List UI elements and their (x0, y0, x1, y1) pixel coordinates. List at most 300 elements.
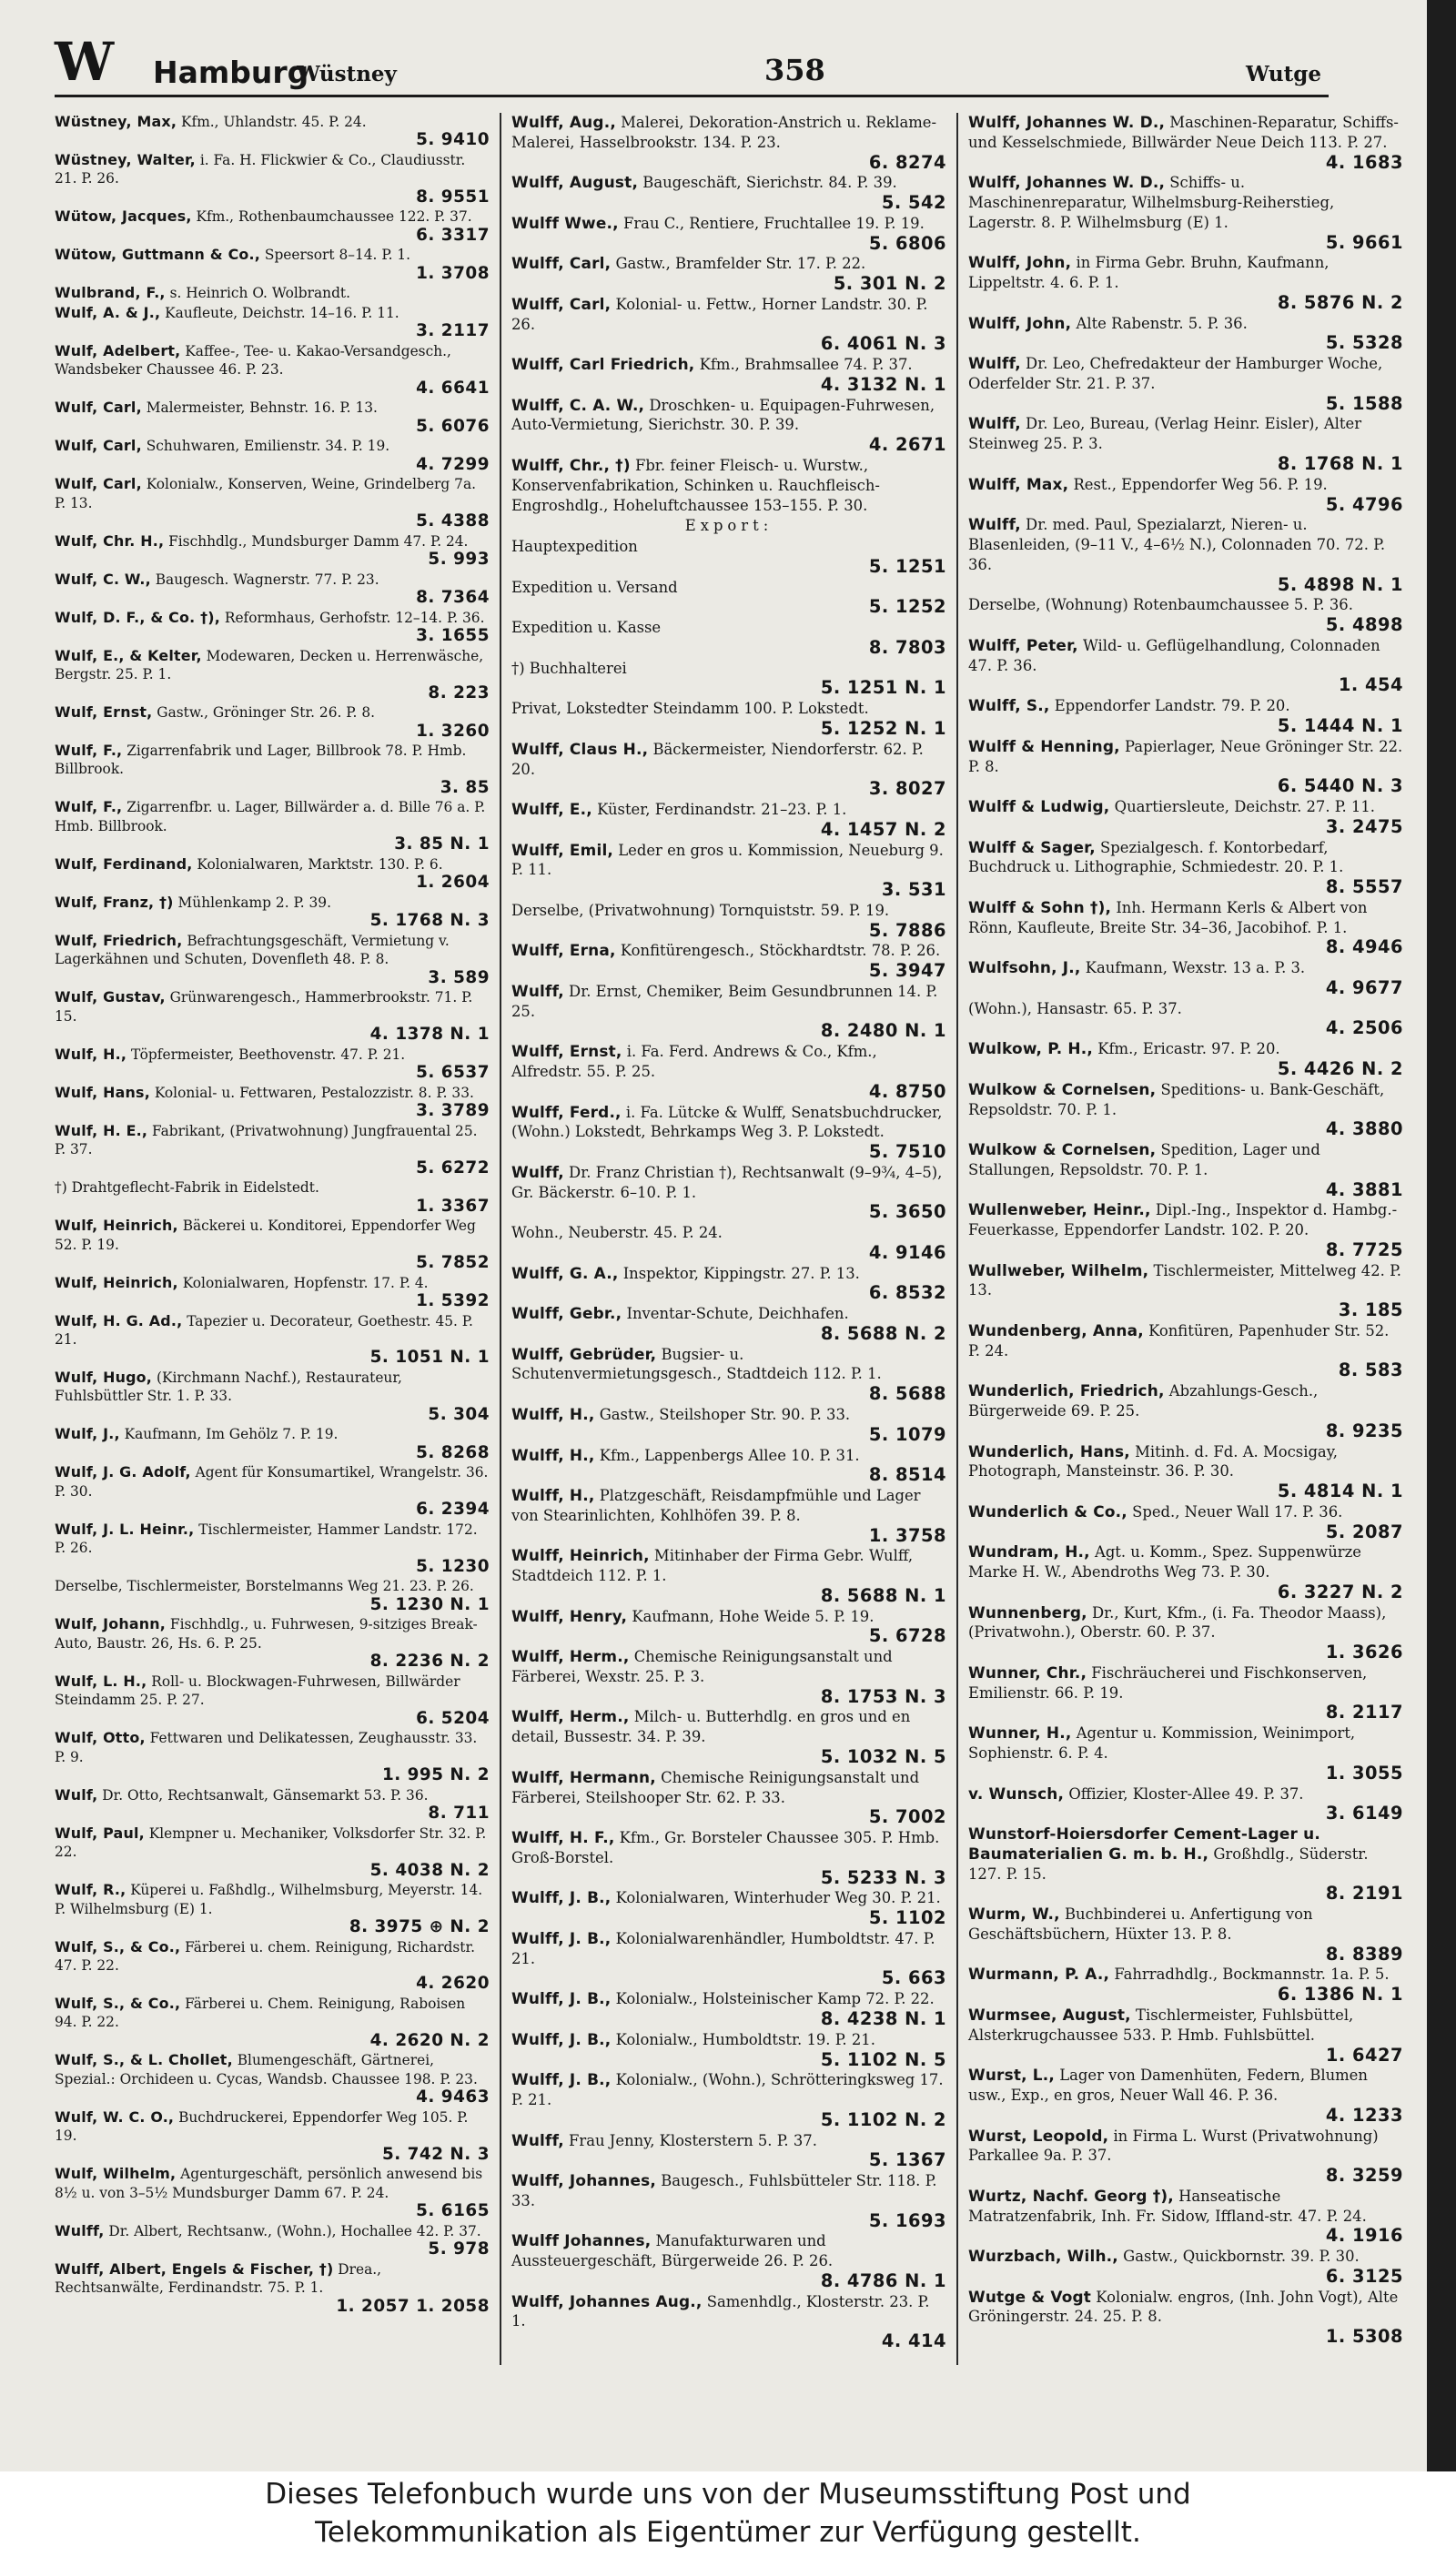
entry-text (968, 1542, 1403, 1582)
entry-details: Kolonialw., Humboldtstr. 19. P. 21. (611, 2030, 875, 2048)
entry-details: Droschken- u. Equipagen-Fuhrwesen, Auto-Vermietung, Sierichstr. 30. P. 39. (511, 396, 935, 434)
entry-details: Speditions- u. Bank-Geschäft, Repsoldstr. 70. P. 1. (968, 1080, 1385, 1118)
entry-details: Dr. Albert, Rechtsanw., (Wohn.), Hochallee 42. P. 37. (104, 2222, 481, 2239)
phone-number: 3. 185 (1338, 1299, 1403, 1321)
entry-details: Kolonialwarenhändler, Humboldtstr. 47. P. 21. (511, 1929, 935, 1967)
phone-number: 5. 4898 (1325, 614, 1403, 636)
entry-name: Wulf, Heinrich, (55, 1217, 178, 1235)
directory-entry (968, 253, 1403, 312)
entry-name: Wütow, Jacques, (55, 207, 192, 226)
phone-number: 5. 5328 (1325, 332, 1403, 354)
entry-name: Wulff, (511, 2130, 564, 2149)
directory-entry (511, 1707, 946, 1766)
entry-text (55, 932, 490, 969)
entry-name: Wulff, J. B., (511, 2070, 612, 2089)
entry-text (511, 2030, 946, 2050)
entry-text (511, 740, 946, 780)
entry-details: Rest., Eppendorfer Weg 56. P. 19. (1068, 475, 1328, 493)
phone-number: 3. 85 (440, 777, 490, 797)
entry-details: Fischräucherei und Fischkonserven, Emilienstr. 66. P. 19. (968, 1663, 1368, 1702)
entry-name: Wulff, Claus H., (511, 739, 649, 758)
entry-details: Agent für Konsumartikel, Wrangelstr. 36. P. 30. (55, 1464, 489, 1500)
entry-name: Wulff, (511, 981, 564, 1000)
entry-text (511, 355, 946, 375)
directory-entry (511, 355, 946, 395)
entry-text (55, 1178, 490, 1197)
entry-name: Wulff, J. B., (511, 1928, 612, 1947)
entry-details: in Firma L. Wurst (Privatwohnung) Parkallee 9a. P. 37. (968, 2127, 1379, 2165)
entry-text (511, 1223, 946, 1243)
phone-number: 8. 9235 (1325, 1420, 1403, 1441)
entry-details: Expedition u. Kasse (511, 619, 662, 637)
entry-details: Kfm., Ericastr. 97. P. 20. (1093, 1040, 1280, 1058)
entry-name: Wulff, E., (511, 800, 592, 819)
entry-details: Tapezier u. Decorateur, Goethestr. 45. P. 21. (55, 1312, 473, 1348)
entry-name: Wullweber, Wilhelm, (968, 1260, 1149, 1279)
phone-number: 8. 2117 (1325, 1702, 1403, 1723)
directory-entry (968, 1442, 1403, 1501)
directory-entry (511, 841, 946, 900)
phone-number: 5. 1444 N. 1 (1277, 714, 1403, 736)
directory-entry (511, 2070, 946, 2129)
entry-details: Samenhdlg., Klosterstr. 23. P. 1. (511, 2292, 930, 2330)
phone-number: 5. 7002 (868, 1806, 946, 1828)
entry-details: Zigarrenfbr. u. Lager, Billwärder a. d. Bille 76 a. P. Hmb. Billbrook. (55, 799, 486, 834)
entry-details: Kolonialwaren, Hopfenstr. 17. P. 4. (177, 1274, 429, 1291)
phone-number: 5. 1102 (868, 1907, 946, 1929)
directory-entry (55, 798, 490, 854)
phone-number: 3. 2475 (1325, 815, 1403, 837)
entry-name: Wulf, H. E., (55, 1121, 148, 1139)
phone-number: 5. 6272 (416, 1157, 490, 1177)
entry-text (968, 999, 1403, 1019)
entry-name: Wulf, A. & J., (55, 303, 161, 321)
entry-name: Wulf, Otto, (55, 1729, 146, 1747)
entry-details: Sped., Neuer Wall 17. P. 36. (1127, 1502, 1343, 1521)
entry-name: Wulf, Franz, †) (55, 893, 174, 911)
phone-number: 1. 5308 (1325, 2326, 1403, 2348)
entry-name: Wulf, S., & Co., (55, 1937, 181, 1956)
directory-entry (511, 699, 946, 739)
entry-name: v. Wunsch, (968, 1784, 1065, 1803)
directory-entry (511, 214, 946, 254)
entry-details: Kolonialw., (Wohn.), Schrötteringksweg 17. P. 21. (511, 2071, 944, 2109)
entry-text (511, 2171, 946, 2211)
directory-entry (511, 982, 946, 1041)
directory-entry (511, 396, 946, 455)
entry-name: Wulff, Johannes W. D., (968, 113, 1166, 131)
phone-number: 4. 1233 (1325, 2104, 1403, 2126)
entry-text (511, 1989, 946, 2009)
directory-entry (55, 1521, 490, 1576)
directory-entry (968, 515, 1403, 594)
entry-text (511, 982, 946, 1022)
phone-number: 1. 5392 (416, 1291, 490, 1311)
entry-details: Schiffs- u. Maschinenreparatur, Wilhelmsburg-Reiherstieg, Lagerstr. 8. P. Wilhelmsburg (E) 1. (968, 174, 1335, 231)
entry-details: Spedition, Lager und Stallungen, Repsoldstr. 70. P. 1. (968, 1141, 1320, 1178)
entry-text (55, 113, 490, 131)
entry-text (55, 1425, 490, 1443)
entry-text (511, 2292, 946, 2332)
entry-name: Wulkow & Cornelsen, (968, 1140, 1157, 1159)
entry-text (968, 253, 1403, 293)
column-1 (55, 113, 490, 2317)
entry-details: Dr. Ernst, Chemiker, Beim Gesundbrunnen 14. P. 25. (511, 982, 938, 1020)
entry-text (55, 2260, 490, 2298)
entry-name: Wulkow & Cornelsen, (968, 1079, 1157, 1098)
directory-entry (968, 1965, 1403, 2005)
directory-entry (55, 742, 490, 797)
entry-details: Großhdlg., Süderstr. 127. P. 15. (968, 1844, 1369, 1883)
entry-name: Wurmann, P. A., (968, 1965, 1110, 1984)
directory-entry (55, 1881, 490, 1936)
entry-text (55, 1521, 490, 1558)
entry-text (511, 659, 946, 679)
phone-number: 4. 2620 N. 2 (369, 2030, 490, 2050)
phone-number: 8. 711 (428, 1804, 490, 1824)
directory-entry (511, 516, 946, 536)
entry-name: Wulf, Friedrich, (55, 931, 183, 949)
entry-name: Wulff, Johannes, (511, 2171, 657, 2190)
entry-name: Wulf, Carl, (55, 399, 142, 417)
entry-details: Manufakturwaren und Aussteuergeschäft, Bürgerweide 26. P. 26. (511, 2232, 834, 2270)
entry-name: Wulf, Adelbert, (55, 341, 181, 359)
entry-name: Wulff, Emil, (511, 840, 614, 859)
entry-text (55, 609, 490, 627)
entry-name: Wulff, (55, 2221, 105, 2239)
entry-name: Wulf, S., & L. Chollet, (55, 2051, 233, 2069)
phone-number: 5. 4796 (1325, 493, 1403, 515)
entry-name: Wulf, D. F., & Co. †), (55, 608, 220, 626)
directory-entry (55, 2165, 490, 2220)
entry-details: Wohn., Neuberstr. 45. P. 24. (511, 1224, 723, 1242)
entry-details: Färberei u. chem. Reinigung, Richardstr. 47. P. 22. (55, 1938, 476, 1974)
directory-entry (511, 1486, 946, 1545)
entry-name: Wunstorf-Hoiersdorfer Cement-Lager u. Baumaterialien G. m. b. H., (968, 1824, 1320, 1863)
entry-text (55, 284, 490, 302)
directory-entry (968, 414, 1403, 473)
phone-number: 4. 2620 (416, 1974, 490, 1994)
entry-details: Gastw., Quickbornstr. 39. P. 30. (1117, 2248, 1360, 2266)
phone-number: 5. 1252 N. 1 (820, 717, 946, 739)
phone-number: 4. 3132 N. 1 (820, 373, 946, 395)
phone-number: 1. 6427 (1325, 2044, 1403, 2066)
directory-entry (55, 1463, 490, 1519)
phone-number: 8. 2480 N. 1 (820, 1020, 946, 1042)
entry-details: Mitinhaber der Firma Gebr. Wulff, Stadtdeich 112. P. 1. (511, 1547, 914, 1585)
entry-details: Kaufmann, Wexstr. 13 a. P. 3. (1080, 959, 1306, 977)
entry-text (968, 1140, 1403, 1180)
entry-text (968, 595, 1403, 615)
entry-details: Mühlenkamp 2. P. 39. (173, 894, 331, 911)
phone-number: 5. 7510 (868, 1141, 946, 1163)
entry-details: Konfitüren, Papenhuder Str. 52. P. 24. (968, 1321, 1390, 1359)
phone-number: 5. 993 (428, 550, 490, 570)
phone-number: 4. 8750 (868, 1080, 946, 1102)
entry-text (511, 396, 946, 436)
directory-entry (511, 1446, 946, 1486)
entry-name: Wulff, Ernst, (511, 1042, 622, 1061)
entry-text (968, 1502, 1403, 1522)
entry-details: Malermeister, Behnstr. 16. P. 13. (141, 399, 378, 417)
entry-details: Papierlager, Neue Gröninger Str. 22. P. 8. (968, 737, 1403, 775)
directory-entry (968, 1321, 1403, 1380)
entry-details: Reformhaus, Gerhofstr. 12–14. P. 36. (219, 609, 485, 626)
entry-text (55, 2051, 490, 2088)
entry-details: Dr. Leo, Bureau, (Verlag Heinr. Eisler), Alter Steinweg 25. P. 3. (968, 415, 1362, 453)
entry-text (55, 1217, 490, 1254)
phone-number: 8. 7364 (416, 588, 490, 608)
phone-number: 8. 5688 N. 1 (820, 1584, 946, 1606)
directory-entry (55, 113, 490, 150)
directory-entry (968, 737, 1403, 796)
entry-text (55, 1274, 490, 1292)
entry-details: in Firma Gebr. Bruhn, Kaufmann, Lippeltstr. 4. 6. P. 1. (968, 254, 1330, 292)
phone-number: 8. 2236 N. 2 (369, 1652, 490, 1672)
directory-entry (55, 437, 490, 474)
entry-name: Wulf, S., & Co., (55, 1994, 181, 2012)
entry-details: Quartiersleute, Deichstr. 27. P. 11. (1109, 798, 1375, 816)
entry-text (968, 1663, 1403, 1703)
entry-text (511, 1768, 946, 1808)
entry-name: Wulff & Sohn †), (968, 897, 1112, 916)
entry-details: Fischhdlg., Mundsburger Damm 47. P. 24. (164, 532, 469, 550)
directory-entry (511, 2231, 946, 2290)
city-name: Hamburg (153, 55, 309, 90)
phone-number: 8. 2191 (1325, 1883, 1403, 1905)
phone-number: 5. 2087 (1325, 1521, 1403, 1542)
entry-details: Grünwarengesch., Hammerbrookstr. 71. P. 15. (55, 989, 473, 1025)
phone-number: 4. 3880 (1325, 1118, 1403, 1140)
phone-number: 8. 8514 (868, 1464, 946, 1486)
directory-entry (55, 1046, 490, 1083)
column-3 (968, 113, 1403, 2348)
phone-number: 1. 454 (1338, 674, 1403, 696)
entry-text (968, 475, 1403, 495)
entry-details: Tischlermeister, Fuhlsbüttel, Alsterkrugchaussee 533. P. Hmb. Fuhlsbüttel. (968, 2006, 1354, 2044)
directory-entry (511, 740, 946, 799)
entry-details: Roll- u. Blockwagen-Fuhrwesen, Billwärder Steindamm 25. P. 27. (55, 1673, 460, 1709)
entry-details: Kaufmann, Hohe Weide 5. P. 19. (627, 1607, 875, 1625)
entry-name: Wulff Wwe., (511, 213, 619, 232)
directory-entry (55, 284, 490, 302)
entry-text (968, 1723, 1403, 1764)
entry-details: Chemische Reinigungsanstalt und Färberei, Steilshooper Str. 62. P. 33. (511, 1768, 920, 1806)
footer-line-1: Dieses Telefonbuch wurde uns von der Museumsstiftung Post und (265, 2478, 1191, 2511)
directory-entry (968, 898, 1403, 957)
directory-entry (55, 2260, 490, 2316)
entry-details: Privat, Lokstedter Steindamm 100. P. Lokstedt. (511, 700, 869, 718)
entry-text (511, 1929, 946, 1969)
directory-entry (511, 254, 946, 294)
directory-entry (55, 1938, 490, 1994)
entry-text (511, 1828, 946, 1868)
entry-text (968, 636, 1403, 676)
entry-text (511, 1042, 946, 1082)
phone-number: 4. 1916 (1325, 2225, 1403, 2247)
entry-text (511, 537, 946, 557)
directory-entry (55, 2108, 490, 2164)
entry-details: Spezialgesch. f. Kontorbedarf, Buchdruck u. Lithographie, Schmiedestr. 20. P. 1. (968, 838, 1344, 876)
directory-entry (55, 342, 490, 398)
entry-text (511, 1345, 946, 1385)
entry-name: Wulff, John, (968, 313, 1072, 332)
entry-text (968, 1200, 1403, 1240)
entry-text (55, 798, 490, 835)
directory-entry (968, 2187, 1403, 2246)
phone-number: 1. 3367 (416, 1196, 490, 1216)
entry-name: Wulff, J. B., (511, 1989, 612, 2008)
entry-details: Inspektor, Kippingstr. 27. P. 13. (618, 1264, 860, 1282)
phone-number: 8. 5557 (1325, 876, 1403, 898)
phone-number: 5. 1367 (868, 2149, 946, 2171)
directory-entry (55, 609, 490, 646)
entry-details: Milch- u. Butterhdlg. en gros und en detail, Bussestr. 34. P. 39. (511, 1708, 911, 1746)
phone-number: 6. 3227 N. 2 (1277, 1581, 1403, 1602)
phone-number: 5. 1079 (868, 1423, 946, 1445)
directory-entry (968, 958, 1403, 998)
directory-entry (968, 475, 1403, 515)
phone-number: 4. 1683 (1325, 151, 1403, 173)
phone-number: 5. 4898 N. 1 (1277, 573, 1403, 595)
entry-text (968, 2127, 1403, 2167)
entry-details: Tischlermeister, Mittelweg 42. P. 13. (968, 1261, 1401, 1299)
phone-number: 5. 7886 (868, 919, 946, 941)
section-letter: W (55, 31, 113, 93)
phone-number: 4. 6641 (416, 378, 490, 398)
entry-details: Bugsier- u. Schutenvermietungsgesch., Stadtdeich 112. P. 1. (511, 1345, 882, 1383)
entry-name: Wulff, Henry, (511, 1606, 628, 1625)
directory-entry (968, 1039, 1403, 1079)
entry-details: (Kirchmann Nachf.), Restaurateur, Fuhlsbüttler Str. 1. P. 33. (55, 1369, 402, 1405)
entry-name: Wurm, W., (968, 1905, 1060, 1924)
directory-entry (511, 1607, 946, 1647)
entry-text (968, 2066, 1403, 2106)
phone-number: 5. 1051 N. 1 (369, 1348, 490, 1368)
phone-number: 8. 583 (1338, 1359, 1403, 1381)
entry-text (511, 1647, 946, 1687)
entry-text (511, 941, 946, 961)
directory-entry (968, 1663, 1403, 1723)
entry-name: Wulff, (968, 515, 1021, 534)
footer-notice (0, 2471, 1456, 2557)
entry-details: Baugesch. Wagnerstr. 77. P. 23. (150, 571, 379, 588)
entry-details: i. Fa. Ferd. Andrews & Co., Kfm., Alfredstr. 55. P. 25. (511, 1043, 877, 1080)
phone-number: 4. 2671 (868, 434, 946, 456)
entry-text (55, 151, 490, 188)
entry-name: Wulff, J. B., (511, 2029, 612, 2048)
entry-name: Wulf, E., & Kelter, (55, 646, 202, 664)
entry-name: Wulff, Erna, (511, 941, 616, 960)
directory-entry (968, 1140, 1403, 1199)
page-number: 358 (764, 53, 825, 87)
entry-text (55, 1615, 490, 1652)
phone-number: 5. 1251 N. 1 (820, 677, 946, 699)
phone-number: 1. 995 N. 2 (381, 1765, 490, 1785)
entry-name: Wulf, Heinrich, (55, 1273, 178, 1291)
phone-number: 5. 6806 (868, 232, 946, 254)
entry-name: Wulf, F., (55, 798, 123, 816)
phone-number: 5. 4038 N. 2 (369, 1860, 490, 1880)
phone-number: 3. 589 (428, 967, 490, 987)
entry-text (55, 988, 490, 1026)
entry-text (55, 304, 490, 322)
phone-number: 8. 5688 N. 2 (820, 1322, 946, 1344)
directory-entry (511, 1103, 946, 1162)
entry-name: Wulff, Heinrich, (511, 1546, 650, 1565)
entry-name: Wulf, H., (55, 1045, 127, 1063)
directory-entry (511, 941, 946, 981)
phone-number: 6. 8532 (868, 1282, 946, 1304)
entry-text (511, 1486, 946, 1526)
entry-text (511, 2231, 946, 2271)
directory-entry (968, 797, 1403, 837)
entry-text (55, 246, 490, 264)
entry-name: Wunner, Chr., (968, 1663, 1087, 1682)
directory-entry (55, 304, 490, 341)
phone-number: 8. 1753 N. 3 (820, 1685, 946, 1707)
phone-number: 1. 3260 (416, 721, 490, 741)
directory-entry (55, 1178, 490, 1216)
directory-entry (968, 173, 1403, 252)
directory-entry (511, 1989, 946, 2029)
phone-number: 5. 1693 (868, 2209, 946, 2231)
entry-name: Wulf, Paul, (55, 1824, 145, 1842)
phone-number: 5. 304 (428, 1404, 490, 1424)
entry-text (968, 838, 1403, 878)
phone-number: 5. 1588 (1325, 392, 1403, 414)
directory-entry (511, 1345, 946, 1404)
phone-number: 6. 1386 N. 1 (1277, 1984, 1403, 2006)
directory-entry (511, 537, 946, 577)
phone-number: 8. 3975 ⊕ N. 2 (349, 1917, 490, 1937)
phone-number: 8. 8389 (1325, 1943, 1403, 1965)
entry-details: Fischhdlg., u. Fuhrwesen, 9-sitziges Break-Auto, Baustr. 26, Hs. 6. P. 25. (55, 1616, 478, 1652)
entry-text (968, 113, 1403, 153)
phone-number: 4. 1457 N. 2 (820, 818, 946, 840)
entry-name: Wurmsee, August, (968, 2005, 1131, 2024)
entry-details: Abzahlungs-Gesch., Bürgerweide 69. P. 25. (968, 1382, 1319, 1420)
directory-entry (511, 1546, 946, 1605)
entry-details: Kfm., Brahmsallee 74. P. 37. (694, 356, 913, 374)
entry-name: Wulf, F., (55, 741, 123, 759)
phone-number: 1. 2604 (416, 873, 490, 893)
entry-name: Wulff, C. A. W., (511, 395, 645, 414)
phone-number: 8. 5688 (868, 1383, 946, 1405)
directory-entry (55, 1369, 490, 1424)
entry-name: Wüstney, Max, (55, 113, 177, 130)
phone-number: 4. 3881 (1325, 1178, 1403, 1200)
entry-text (55, 647, 490, 684)
directory-entry (968, 2247, 1403, 2287)
phone-number: 4. 9463 (416, 2087, 490, 2107)
entry-details: i. Fa. Lütcke & Wulff, Senatsbuchdrucker, (Wohn.) Lokstedt, Behrkamps Weg 3. P. Lokstedt. (511, 1103, 943, 1141)
entry-name: Wulf, J. G. Adolf, (55, 1463, 191, 1481)
directory-entry (968, 696, 1403, 736)
entry-text (511, 1446, 946, 1466)
phone-number: 8. 7803 (868, 636, 946, 658)
entry-name: Wulff, Aug., (511, 113, 616, 131)
entry-name: Wulff, H., (511, 1486, 595, 1505)
entry-text (511, 1405, 946, 1425)
entry-name: Wulff, Herm., (511, 1647, 630, 1666)
phone-number: 1. 3758 (868, 1524, 946, 1546)
entry-text (55, 399, 490, 417)
directory-entry (55, 1824, 490, 1880)
entry-text (511, 1546, 946, 1586)
first-entry-guide-word: Wüstney (297, 62, 397, 86)
entry-details: s. Heinrich O. Wolbrandt. (165, 285, 351, 302)
